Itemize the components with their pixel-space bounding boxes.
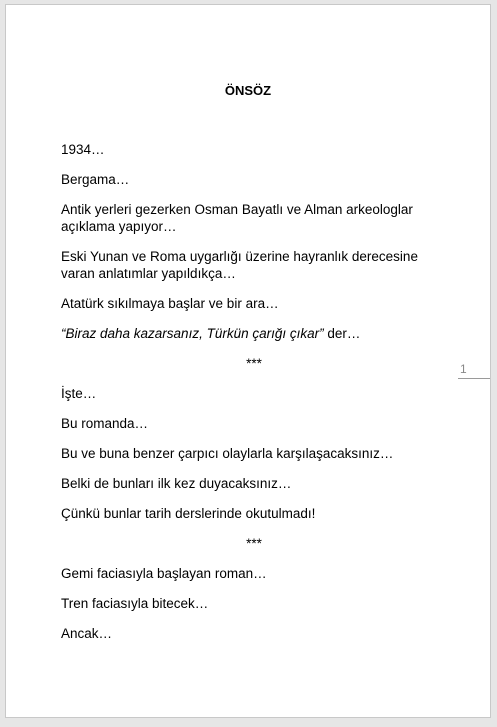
quote-paragraph bbox=[61, 325, 421, 342]
section-separator: *** bbox=[246, 356, 262, 371]
quote-suffix: der… bbox=[323, 326, 361, 341]
paragraph: Çünkü bunlar tarih derslerinde okutulmadı! bbox=[61, 506, 316, 521]
paragraph: Ancak… bbox=[61, 626, 113, 641]
paragraph: Eski Yunan ve Roma uygarlığı üzerine hayranlık derecesine varan anlatımlar yapıldıkça… bbox=[61, 249, 418, 281]
paragraph: Bu ve buna benzer çarpıcı olaylarla karşılaşacaksınız… bbox=[61, 446, 394, 461]
page-number: 1 bbox=[458, 362, 490, 379]
paragraph: Belki de bunları ilk kez duyacaksınız… bbox=[61, 476, 292, 491]
paragraph: İşte… bbox=[61, 386, 97, 401]
paragraph: 1934… bbox=[61, 142, 105, 157]
paragraph: Bu romanda… bbox=[61, 416, 149, 431]
paragraph: Antik yerleri gezerken Osman Bayatlı ve Alman arkeologlar açıklama yapıyor… bbox=[61, 202, 413, 234]
paragraph: Bergama… bbox=[61, 172, 130, 187]
paragraph: Atatürk sıkılmaya başlar ve bir ara… bbox=[61, 296, 279, 311]
paragraph: Tren faciasıyla bitecek… bbox=[61, 596, 209, 611]
section-separator: *** bbox=[246, 536, 262, 551]
quote-text: “Biraz daha kazarsanız, Türkün çarığı çıkar” bbox=[61, 326, 324, 341]
page-title: ÖNSÖZ bbox=[224, 83, 272, 98]
paragraph: Gemi faciasıyla başlayan roman… bbox=[61, 566, 267, 581]
document-page bbox=[5, 4, 491, 718]
page-body bbox=[61, 141, 421, 655]
